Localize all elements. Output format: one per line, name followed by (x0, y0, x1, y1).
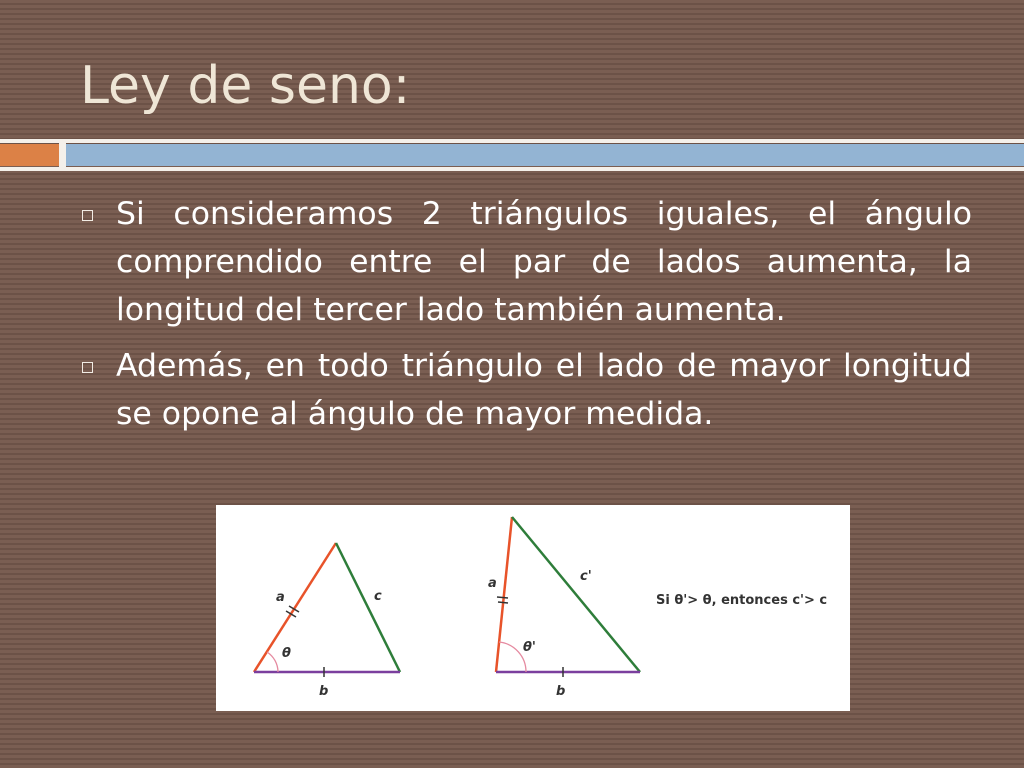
triangle-2-label-c: c' (580, 569, 592, 584)
bullet-text-1: Si consideramos 2 triángulos iguales, el ángulo comprendido entre el par de lados aumenta, la longitud del tercer lado también aumenta. (116, 196, 972, 328)
bullet-item-1 (80, 190, 972, 334)
square-bullet-icon (82, 362, 93, 373)
divider-separator (59, 143, 66, 167)
triangle-2-label-a: a (488, 576, 497, 591)
triangle-2 (488, 517, 640, 699)
triangle-1-side-c (336, 543, 400, 672)
triangle-1-label-theta: θ (282, 646, 291, 661)
triangle-diagram-svg (216, 505, 850, 711)
divider-orange-block (0, 144, 59, 166)
triangle-1 (254, 543, 400, 699)
divider-line-bottom (0, 167, 1024, 171)
bullet-text-2: Además, en todo triángulo el lado de mayor longitud se opone al ángulo de mayor medida. (116, 348, 972, 432)
bullet-list (80, 190, 972, 446)
triangle-2-tick-a2 (498, 602, 508, 603)
triangle-1-label-c: c (374, 589, 382, 604)
triangle-diagram (216, 505, 850, 711)
divider-line-top (0, 139, 1024, 143)
slide-title: Ley de seno: (80, 56, 411, 116)
triangle-2-label-b: b (556, 684, 566, 699)
title-divider (0, 139, 1024, 173)
triangle-2-label-theta: θ' (523, 640, 536, 655)
triangle-1-label-b: b (319, 684, 329, 699)
divider-blue-bar (66, 144, 1024, 166)
figure-caption: Si θ'> θ, entonces c'> c (656, 593, 828, 608)
bullet-item-2 (80, 342, 972, 438)
triangle-1-side-a (254, 543, 336, 672)
square-bullet-icon (82, 210, 93, 221)
triangle-2-side-a (496, 517, 512, 672)
triangle-2-angle-arc (499, 642, 526, 672)
triangle-1-label-a: a (276, 590, 285, 605)
triangle-1-angle-arc (267, 652, 278, 672)
triangle-2-tick-a (497, 597, 508, 598)
